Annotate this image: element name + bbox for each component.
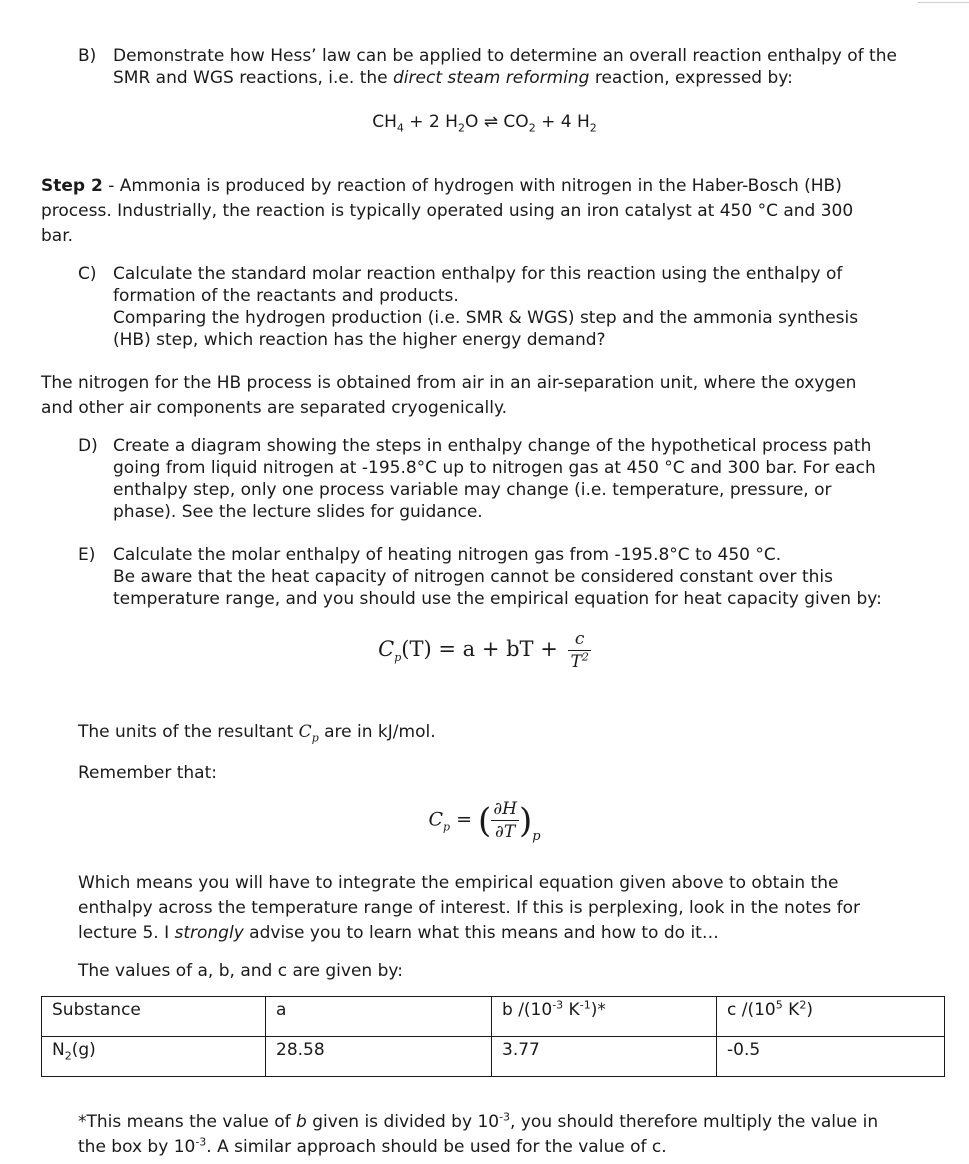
cell-b: 3.77 (492, 1037, 717, 1077)
header-substance: Substance (42, 997, 266, 1037)
step-2-title: Step 2 (41, 176, 103, 196)
part-b-label: B) (78, 46, 97, 66)
equilibrium-arrow: ⇌ (483, 112, 499, 132)
cell-substance: $N_2(g)$ (42, 1037, 266, 1077)
heat-capacity-equation: $C_p(T) = a$ + bT + $\frac{c}{T^2}$ (378, 629, 589, 672)
table-row (42, 1037, 945, 1077)
part-c-line: formation of the reactants and products. (113, 286, 459, 306)
part-e-line: temperature range, and you should use the empirical equation for heat capacity given by: (113, 589, 882, 609)
part-b-line-1: Demonstrate how Hess’ law can be applied to determine an overall reaction enthalpy of the (113, 46, 897, 66)
cell-a: 28.58 (266, 1037, 492, 1077)
units-line: The units of the resultant $C_p$ are in kJ/mol. (78, 722, 436, 745)
part-c-line: (HB) step, which reaction has the higher energy demand? (113, 330, 606, 350)
step-2-paragraph: Step 2 - Ammonia is produced by reaction of hydrogen with nitrogen in the Haber-Bosch (HB) process. Industrially, the reaction is typically operated using an iron catalyst at 450 °C and 300 bar. (41, 176, 854, 246)
part-e-label: E) (78, 545, 96, 565)
part-b-line-2: SMR and WGS reactions, i.e. the direct steam reforming reaction, expressed by: (113, 68, 793, 88)
part-d-line: Create a diagram showing the steps in enthalpy change of the hypothetical process path (113, 436, 872, 456)
footnote: *This means the value of b given is divided by $10^{-3}$, you should therefore multiply the value in the box by $10^{-3}$. A similar approach should be used for the value of c. (78, 1110, 879, 1157)
table-header-row (42, 997, 945, 1037)
nitrogen-paragraph: The nitrogen for the HB process is obtained from air in an air-separation unit, where the oxygen and other air components are separated cryogenically. (41, 373, 857, 418)
part-d-line: enthalpy step, only one process variable may change (i.e. temperature, pressure, or (113, 480, 832, 500)
page-edge-line (918, 2, 969, 3)
header-c: c $/(10^5$ $K^2$) (717, 997, 945, 1037)
remember-line: Remember that: (78, 763, 217, 783)
values-intro: The values of a, b, and c are given by: (78, 961, 403, 981)
coefficients-table (41, 996, 945, 1077)
part-c-line: Comparing the hydrogen production (i.e. SMR & WGS) step and the ammonia synthesis (113, 308, 859, 328)
integrate-paragraph: Which means you will have to integrate the empirical equation given above to obtain the enthalpy across the temperature range of interest. If this is perplexing, look in the notes for lecture 5. I strongly advise you to learn what this means and how to do it… (78, 873, 860, 943)
part-d-label: D) (78, 436, 98, 456)
c-over-t-squared: $\frac{c}{T^2}$ (570, 629, 589, 672)
part-e-line: Calculate the molar enthalpy of heating nitrogen gas from -195.8°C to 450 °C. (113, 545, 782, 565)
partial-derivative-equation: $C_p$ = ( $\frac{\partial H}{\partial T}$ )$_p$ (428, 799, 541, 845)
part-c-line: Calculate the standard molar reaction enthalpy for this reaction using the enthalpy of (113, 264, 843, 284)
cell-c: -0.5 (717, 1037, 945, 1077)
part-e-line: Be aware that the heat capacity of nitrogen cannot be considered constant over this (113, 567, 833, 587)
header-a: a (266, 997, 492, 1037)
part-c-label: C) (78, 264, 97, 284)
part-d-line: phase). See the lecture slides for guidance. (113, 502, 483, 522)
direct-steam-reforming-equation: $CH_4 + 2$ $H_2O$ ⇌ $CO_2 + 4$ $H_2$ (372, 112, 597, 135)
part-d-line: going from liquid nitrogen at -195.8°C up to nitrogen gas at 450 °C and 300 bar. For each (113, 458, 876, 478)
header-b: b $/(10^{-3}$ $K^{-1})*$ (492, 997, 717, 1037)
